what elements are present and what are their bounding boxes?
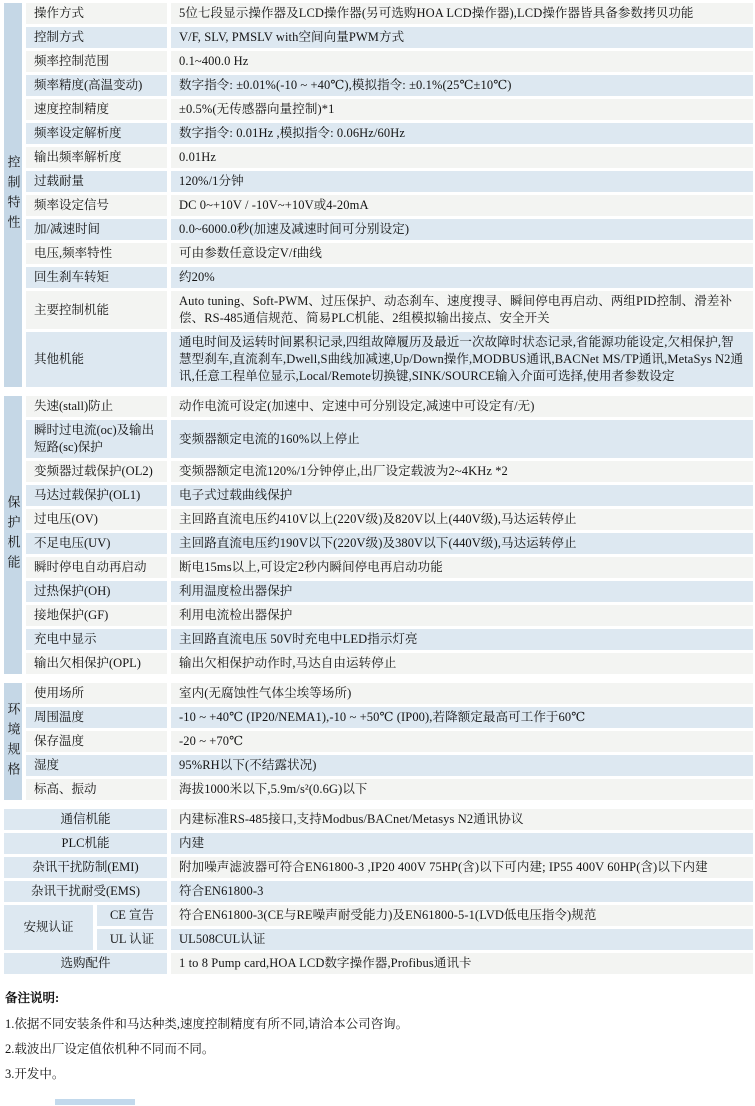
row-value: ±0.5%(无传感器向量控制)*1: [171, 99, 753, 120]
row-label: 速度控制精度: [26, 99, 167, 120]
group-bar-label: 控制特性: [4, 3, 22, 387]
row-value: 输出欠相保护动作时,马达自由运转停止: [171, 653, 753, 674]
row-label: 周围温度: [26, 707, 167, 728]
row-label: 回生刹车转矩: [26, 267, 167, 288]
row-label: 过热保护(OH): [26, 581, 167, 602]
cert-sub-label-ul: UL 认证: [97, 929, 167, 950]
row-value: 附加噪声滤波器可符合EN61800-3 ,IP20 400V 75HP(含)以下可内建; IP55 400V 60HP(含)以下内建: [171, 857, 753, 878]
row-value: 主回路直流电压约410V以上(220V级)及820V以上(440V级),马达运转停止: [171, 509, 753, 530]
row-value: V/F, SLV, PMSLV with空间向量PWM方式: [171, 27, 753, 48]
note-line: 2.载波出厂设定值依机种不同而不同。: [5, 1042, 215, 1056]
row-label: 马达过载保护(OL1): [26, 485, 167, 506]
cert-value-ul: UL508CUL认证: [171, 929, 753, 950]
row-value: 符合EN61800-3: [171, 881, 753, 902]
row-value: 约20%: [171, 267, 753, 288]
options-row: [4, 953, 753, 974]
row-label: 输出欠相保护(OPL): [26, 653, 167, 674]
bottom-row-label: 通信机能: [4, 809, 167, 830]
row-value: 0.01Hz: [171, 147, 753, 168]
row-value: -10 ~ +40℃ (IP20/NEMA1),-10 ~ +50℃ (IP00),若降额定最高可工作于60℃: [171, 707, 753, 728]
row-label: 加/减速时间: [26, 219, 167, 240]
group-bar-label: 环境规格: [4, 683, 22, 800]
row-label: 失速(stall)防止: [26, 396, 167, 417]
row-value: 可由参数任意设定V/f曲线: [171, 243, 753, 264]
section-control-characteristics: [4, 3, 753, 387]
row-value: DC 0~+10V / -10V~+10V或4-20mA: [171, 195, 753, 216]
row-label: 变频器过载保护(OL2): [26, 461, 167, 482]
row-value: 主回路直流电压 50V时充电中LED指示灯亮: [171, 629, 753, 650]
row-value: 动作电流可设定(加速中、定速中可分别设定,减速中可设定有/无): [171, 396, 753, 417]
row-value: 数字指令: 0.01Hz ,模拟指令: 0.06Hz/60Hz: [171, 123, 753, 144]
row-label: 过电压(OV): [26, 509, 167, 530]
row-value: 通电时间及运转时间累积记录,四组故障履历及最近一次故障时状态记录,省能源功能设定,欠相保护,智慧型刹车,直流刹车,Dwell,S曲线加减速,Up/Down操作,MODBUS通讯,BACNet MS/TP通讯,MetaSys N2通讯,任意工程单位显示,Local/Remote切换键,SINK/SOURCE输入介面可选择,使用者参数设定: [171, 332, 753, 387]
row-value: 利用电流检出器保护: [171, 605, 753, 626]
row-value: 海拔1000米以下,5.9m/s²(0.6G)以下: [171, 779, 753, 800]
row-label: 主要控制机能: [26, 291, 167, 329]
note-line: 3.开发中。: [5, 1067, 65, 1081]
row-value: 120%/1分钟: [171, 171, 753, 192]
row-value: 数字指令: ±0.01%(-10 ~ +40℃),模拟指令: ±0.1%(25℃±10℃): [171, 75, 753, 96]
row-label: 湿度: [26, 755, 167, 776]
row-value: 5位七段显示操作器及LCD操作器(另可选购HOA LCD操作器),LCD操作器皆具备参数拷贝功能: [171, 3, 753, 24]
row-value: 利用温度检出器保护: [171, 581, 753, 602]
row-value: 0.1~400.0 Hz: [171, 51, 753, 72]
row-value: Auto tuning、Soft-PWM、过压保护、动态刹车、速度搜寻、瞬间停电再启动、两组PID控制、滑差补偿、RS-485通信规范、简易PLC机能、2组模拟输出接点、安全开关: [171, 291, 753, 329]
section-protection-functions: [4, 396, 753, 674]
row-label: 过载耐量: [26, 171, 167, 192]
row-value: 内建标准RS-485接口,支持Modbus/BACnet/Metasys N2通讯协议: [171, 809, 753, 830]
cert-value-ce: 符合EN61800-3(CE与RE噪声耐受能力)及EN61800-5-1(LVD低电压指令)规范: [171, 905, 753, 926]
row-label: 输出频率解析度: [26, 147, 167, 168]
row-label: 接地保护(GF): [26, 605, 167, 626]
notes-title: 备注说明:: [5, 991, 60, 1005]
row-label: 不足电压(UV): [26, 533, 167, 554]
row-label: 频率设定解析度: [26, 123, 167, 144]
note-line: 1.依据不同安装条件和马达种类,速度控制精度有所不同,请洽本公司咨询。: [5, 1017, 409, 1031]
row-value: 0.0~6000.0秒(加速及减速时间可分别设定): [171, 219, 753, 240]
row-label: 操作方式: [26, 3, 167, 24]
row-label: 频率设定信号: [26, 195, 167, 216]
row-label: 充电中显示: [26, 629, 167, 650]
row-value: 断电15ms以上,可设定2秒内瞬间停电再启动功能: [171, 557, 753, 578]
row-value: 内建: [171, 833, 753, 854]
bottom-row-label: 杂讯干扰防制(EMI): [4, 857, 167, 878]
section-bottom-rows: [4, 809, 753, 902]
row-label: 控制方式: [26, 27, 167, 48]
notes: [4, 990, 753, 1083]
cutoff-row-fragment: [55, 1099, 135, 1105]
row-value: 变频器额定电流120%/1分钟停止,出厂设定载波为2~4KHz *2: [171, 461, 753, 482]
bottom-row-label: 选购配件: [4, 953, 167, 974]
row-label: 使用场所: [26, 683, 167, 704]
group-bar-label: 保护机能: [4, 396, 22, 674]
row-value: 95%RH以下(不结露状况): [171, 755, 753, 776]
row-label: 保存温度: [26, 731, 167, 752]
row-label: 其他机能: [26, 332, 167, 387]
row-value: 1 to 8 Pump card,HOA LCD数字操作器,Profibus通讯卡: [171, 953, 753, 974]
row-value: -20 ~ +70℃: [171, 731, 753, 752]
row-label: 瞬时停电自动再启动: [26, 557, 167, 578]
row-label: 电压,频率特性: [26, 243, 167, 264]
row-value: 主回路直流电压约190V以下(220V级)及380V以下(440V级),马达运转停止: [171, 533, 753, 554]
bottom-row-label: 杂讯干扰耐受(EMS): [4, 881, 167, 902]
row-label: 瞬时过电流(oc)及输出短路(sc)保护: [26, 420, 167, 458]
cert-sub-label-ce: CE 宣告: [97, 905, 167, 926]
cert-row-label: 安规认证: [4, 905, 93, 950]
row-label: 标高、振动: [26, 779, 167, 800]
row-value: 室内(无腐蚀性气体尘埃等场所): [171, 683, 753, 704]
row-value: 变频器额定电流的160%以上停止: [171, 420, 753, 458]
section-environment-specs: [4, 683, 753, 800]
row-label: 频率精度(高温变动): [26, 75, 167, 96]
row-label: 频率控制范围: [26, 51, 167, 72]
bottom-row-label: PLC机能: [4, 833, 167, 854]
section-certification: [4, 905, 753, 950]
row-value: 电子式过载曲线保护: [171, 485, 753, 506]
